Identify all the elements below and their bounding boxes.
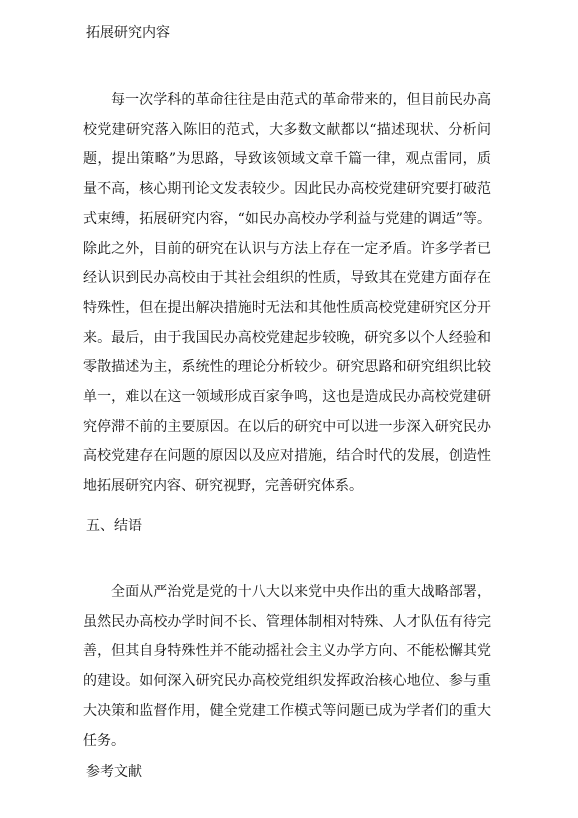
section-heading-expand-research: 拓展研究内容 [86, 25, 170, 41]
paragraph-expand-research: 每一次学科的革命往往是由范式的革命带来的，但目前民办高校党建研究落入陈旧的范式，大多数文献都以“描述现状、分析问题，提出策略”为思路，导致该领域文章千篇一律，观点雷同，质量不高，核心期刊论文发表较少。因此民办高校党建研究要打破范式束缚，拓展研究内容，“如民办高校办学利益与党建的调适”等。除此之外，目前的研究在认识与方法上存在一定矛盾。许多学者已经认识到民办高校由于其社会组织的性质，导致其在党建方面存在特殊性，但在提出解决措施时无法和其他性质高校党建研究区分开来。最后，由于我国民办高校党建起步较晚，研究多以个人经验和零散描述为主，系统性的理论分析较少。研究思路和研究组织比较单一，难以在这一领域形成百家争鸣，这也是造成民办高校党建研究停滞不前的主要原因。在以后的研究中可以进一步深入研究民办高校党建存在问题的原因以及应对措施，结合时代的发展，创造性地拓展研究内容、研究视野，完善研究体系。 [83, 92, 491, 495]
paragraph-conclusion: 全面从严治党是党的十八大以来党中央作出的重大战略部署，虽然民办高校办学时间不长、管理体制相对特殊、人才队伍有待完善，但其自身特殊性并不能动摇社会主义办学方向、不能松懈其党的建设。如何深入研究民办高校党组织发挥政治核心地位、参与重大决策和监督作用，健全党建工作模式等问题已成为学者们的重大任务。 [83, 584, 491, 749]
section-heading-conclusion: 五、结语 [86, 518, 142, 534]
section-heading-references: 参考文献 [86, 764, 142, 780]
